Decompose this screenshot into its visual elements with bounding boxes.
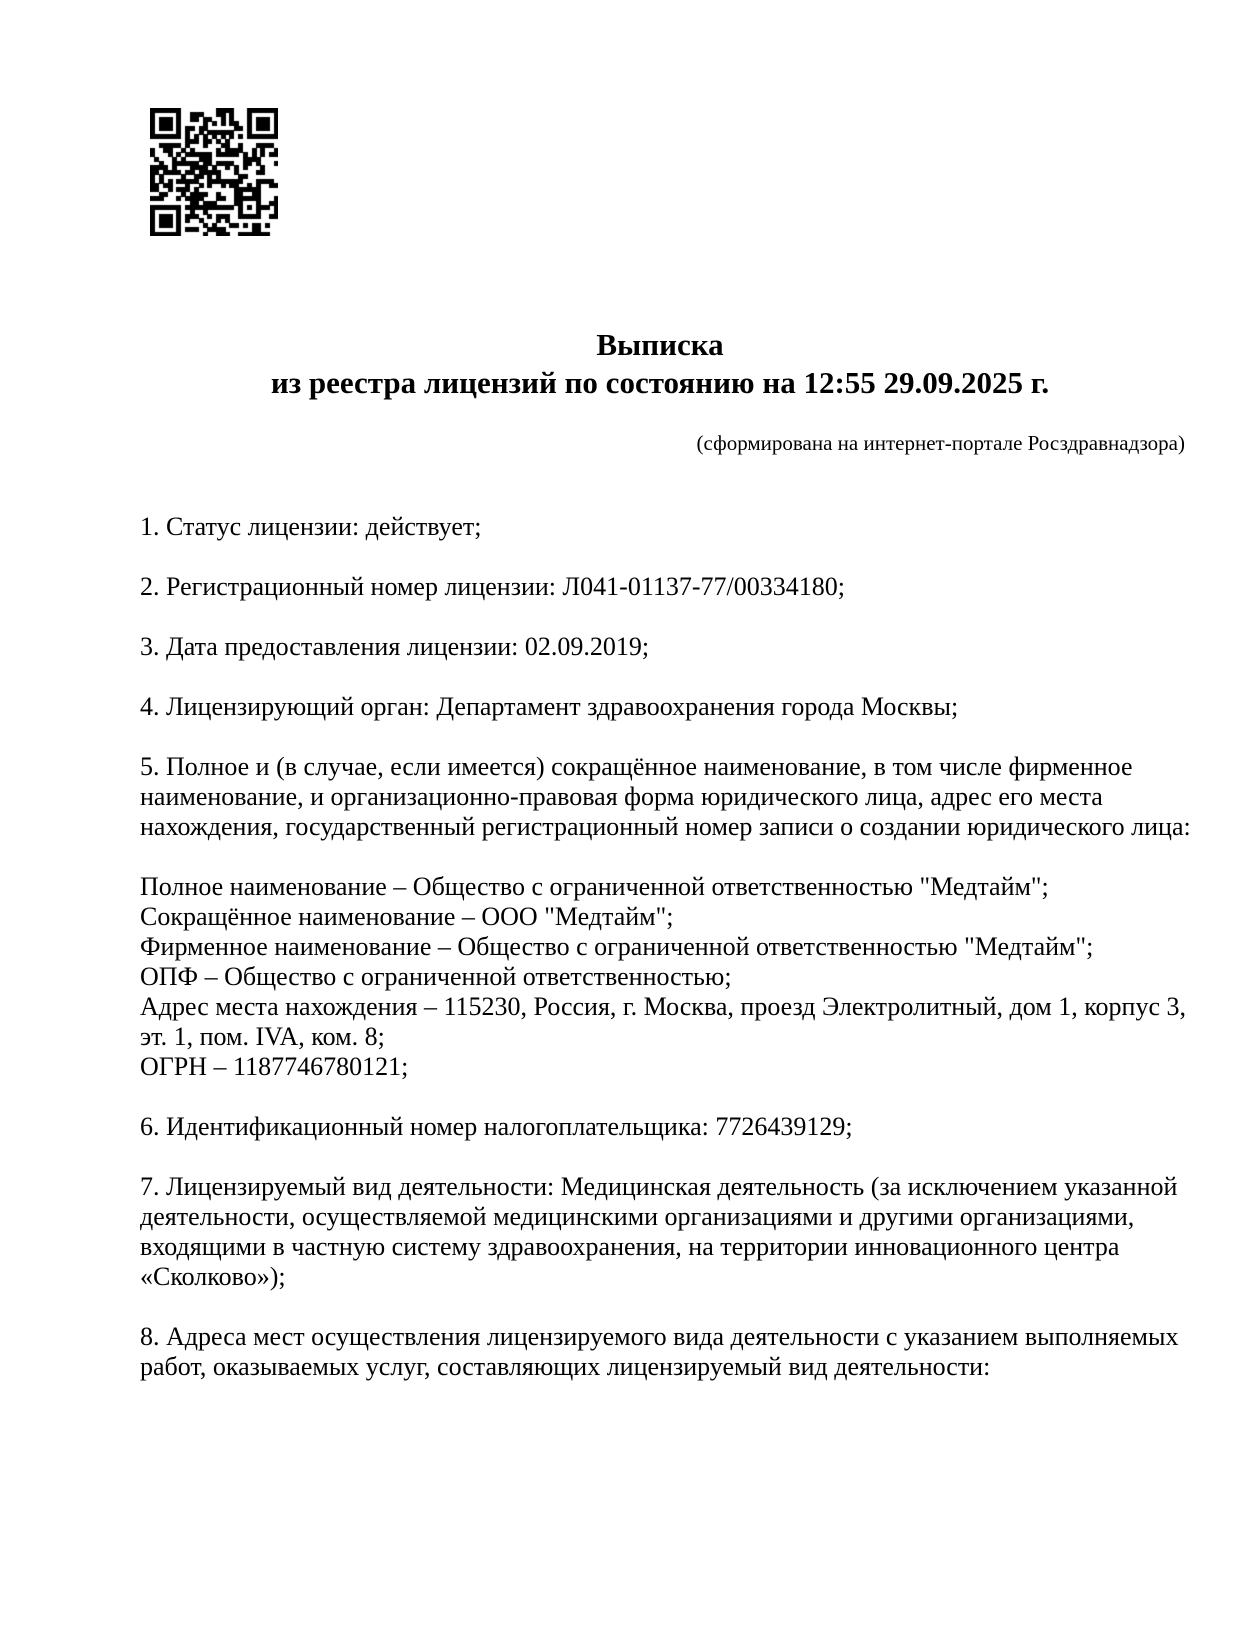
paragraph-line: ОПФ – Общество с ограниченной ответственностью; (140, 962, 732, 991)
paragraph (140, 872, 1240, 1082)
paragraph (140, 572, 1240, 602)
paragraph-line: 5. Полное и (в случае, если имеется) сокращённое наименование, в том числе фирменное (140, 752, 1133, 781)
paragraph (140, 692, 1240, 722)
paragraph-line: 8. Адреса мест осуществления лицензируемого вида деятельности с указанием выполняемых (140, 1322, 1179, 1351)
paragraph (140, 1322, 1240, 1382)
paragraph-line: 3. Дата предоставления лицензии: 02.09.2019; (140, 632, 650, 661)
paragraph-line: «Сколково»); (140, 1262, 286, 1291)
paragraph-line: входящими в частную систему здравоохранения, на территории инновационного центра (140, 1232, 1120, 1261)
paragraph (140, 512, 1240, 542)
paragraph-line: 1. Статус лицензии: действует; (140, 512, 482, 541)
paragraph-line: 4. Лицензирующий орган: Департамент здравоохранения города Москвы; (140, 692, 959, 721)
document-body (140, 512, 1240, 1382)
title-line-2: из реестра лицензий по состоянию на 12:55 29.09.2025 г. (270, 365, 1050, 400)
portal-note: (сформирована на интернет-портале Росздравнадзора) (696, 431, 1185, 455)
document-title (140, 0, 1180, 402)
qr-code-icon (150, 108, 278, 236)
paragraph-line: 6. Идентификационный номер налогоплательщика: 7726439129; (140, 1112, 853, 1141)
paragraph-line: Сокращённое наименование – ООО "Медтайм"; (140, 902, 674, 931)
title-line-1: Выписка (596, 327, 724, 362)
paragraph (140, 632, 1240, 662)
paragraph-line: наименование, и организационно-правовая форма юридического лица, адрес его места (140, 782, 1103, 811)
paragraph-line: Адрес места нахождения – 115230, Россия, г. Москва, проезд Электролитный, дом 1, корпус 3, (140, 992, 1186, 1021)
paragraph (140, 1172, 1240, 1292)
paragraph-line: 2. Регистрационный номер лицензии: Л041-01137-77/00334180; (140, 572, 845, 601)
paragraph-line: нахождения, государственный регистрационный номер записи о создании юридического лица: (140, 812, 1191, 841)
paragraph-line: эт. 1, пом. IVA, ком. 8; (140, 1022, 385, 1051)
paragraph (140, 1112, 1240, 1142)
paragraph-line: деятельности, осуществляемой медицинскими организациями и другими организациями, (140, 1202, 1135, 1231)
paragraph-line: Полное наименование – Общество с ограниченной ответственностью "Медтайм"; (140, 872, 1049, 901)
paragraph-line: работ, оказываемых услуг, составляющих лицензируемый вид деятельности: (140, 1352, 991, 1381)
paragraph-line: ОГРН – 1187746780121; (140, 1052, 409, 1081)
paragraph-line: 7. Лицензируемый вид деятельности: Медицинская деятельность (за исключением указанной (140, 1172, 1178, 1201)
paragraph-line: Фирменное наименование – Общество с ограниченной ответственностью "Медтайм"; (140, 932, 1094, 961)
paragraph (140, 752, 1240, 842)
